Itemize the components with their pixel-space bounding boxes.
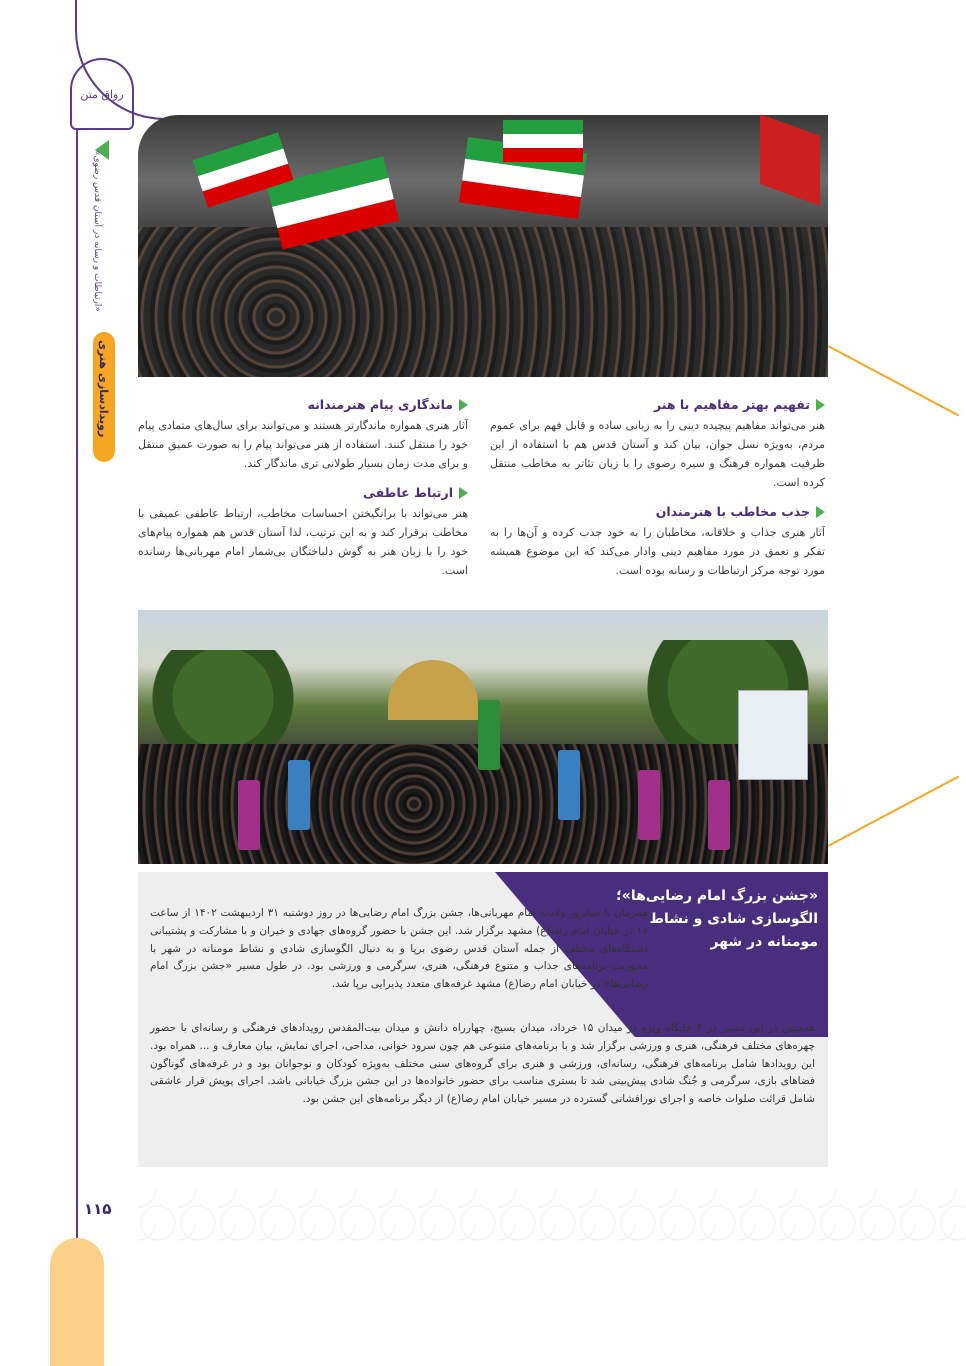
section-block	[490, 502, 825, 580]
crowd-texture	[138, 227, 828, 377]
magazine-logo	[70, 58, 134, 130]
red-flag-shape	[760, 115, 820, 206]
shrine-dome	[388, 660, 478, 720]
decorative-pattern	[138, 1190, 966, 1256]
banner-flag	[478, 700, 500, 770]
logo-text: رواق متن	[80, 87, 124, 101]
heading-text: ارتباط عاطفی	[363, 485, 453, 500]
pointer-line	[828, 776, 960, 847]
series-label: «ارتباطات و رسانه در آستان قدس رضوی»	[92, 150, 102, 312]
flag-icon	[503, 120, 583, 162]
triangle-bullet-icon	[459, 399, 468, 411]
page-number: ۱۱۵	[84, 1200, 112, 1218]
section-heading	[490, 395, 825, 414]
heading-text: تفهیم بهتر مفاهیم با هنر	[653, 397, 810, 412]
banner-flag	[638, 770, 660, 840]
section-text: هنر می‌تواند مفاهیم پیچیده دینی را به زبانی ساده و قابل فهم برای عموم مردم، به‌ویژه نسل جوان، بیان کند و آستان قدس هم با استفاده از این ظرفیت همواره فرهنگ و سیره رضوی را با زبان تئاتر به مخاطب منتقل کرده است.	[490, 419, 825, 489]
street-celebration-photo	[138, 610, 828, 864]
crowd-flags-photo	[138, 115, 828, 377]
section-heading	[138, 395, 468, 414]
section-text: آثار هنری جذاب و خلاقانه، مخاطبان را به خود جذب کرده و آن‌ها را به تفکر و تعمق در مورد مفاهیم دینی وادار می‌کند که این موضوع همیشه مورد توجه مرکز ارتباطات و رسانه بوده است.	[490, 526, 825, 577]
section-block	[490, 395, 825, 492]
side-divider-line	[76, 130, 78, 1240]
article-paragraph-1: همزمان با سالروز ولادت امام مهربانی‌ها، جشن بزرگ امام رضایی‌ها در روز دوشنبه ۳۱ اردیبهشت ۱۴۰۲ از ساعت ۱۶ در خیابان امام رضا(ع) مشهد برگزار شد. این جشن با حضور گروه‌های جهادی و خیران و با مشارکت و پشتیبانی دستگاه‌های مختلف از جمله آستان قدس رضوی برپا و به دنبال الگوسازی شادی و نشاط مومنانه در شهر با محوریت برنامه‌های جذاب و متنوع فرهنگی، هنری، سرگرمی و ورزشی بود. در طول مسیر «جشن بزرگ امام رضایی‌ها» در خیابان امام رضا(ع) مشهد غرفه‌های متعدد پذیرایی برپا شد.	[150, 907, 648, 991]
bottom-tab	[50, 1238, 104, 1366]
section-text: هنر می‌تواند با برانگیختن احساسات مخاطب، ارتباط عاطفی عمیقی با مخاطب برقرار کند و به این ترتیب، لذا آستان قدس هم همواره پیام‌های خود را با زبان هنر به گوش دلباختگان بی‌شمار امام مهربانی‌ها رسانده است.	[138, 507, 468, 577]
triangle-bullet-icon	[459, 487, 468, 499]
section-block	[138, 483, 468, 580]
left-text-column	[138, 395, 468, 590]
triangle-bullet-icon	[816, 399, 825, 411]
heading-text: ماندگاری پیام هنرمندانه	[307, 397, 453, 412]
pointer-line	[828, 345, 960, 416]
article-title: «جشن بزرگ امام رضایی‌ها»؛ الگوسازی شادی و نشاط مومنانه در شهر	[616, 888, 818, 950]
banner-flag	[288, 760, 310, 830]
banner-flag	[238, 780, 260, 850]
section-label: رویدادسازی هنری	[97, 340, 110, 438]
section-tab	[93, 332, 115, 462]
article-paragraph-2: همچنین در این مسیر در ۴ جایگاه ویژه در میدان ۱۵ خرداد، میدان بسیج، چهارراه دانش و میدان بیت‌المقدس رویدادهای فرهنگی و رسانه‌ای با حضور چهره‌های مختلف فرهنگی، هنری و ورزشی برگزار شد و با برنامه‌های متنوعی هم چون سرود خوانی، مداحی، اجرای نمایش، بیان معارف و ... همراه بود. این رویدادها شامل برنامه‌های فرهنگی، رسانه‌ای، ورزشی و هنری برای گروه‌های سنی مختلف به‌ویژه کودکان و نوجوانان بود و در غرفه‌های گوناگون فضاهای بازی، سرگرمی و جُنگ شادی پیش‌بینی شد تا بستری مناسب برای حضور خانواده‌ها در این جشن بزرگ خیابانی باشد. اجرای پویش قرار عاشقی شامل قرائت صلوات خاصه و اجرای نورافشانی گسترده در مسیر خیابان امام رضا(ع) از دیگر برنامه‌های این جشن بود.	[150, 1022, 815, 1106]
right-text-column	[490, 395, 825, 590]
poster-board	[738, 690, 808, 780]
section-block	[138, 395, 468, 473]
triangle-bullet-icon	[816, 506, 825, 518]
heading-text: جذب مخاطب با هنرمندان	[655, 504, 810, 519]
banner-flag	[708, 780, 730, 850]
section-heading	[490, 502, 825, 521]
section-text: آثار هنری همواره ماندگارتر هستند و می‌توانند برای سال‌های متمادی پیام خود را منتقل کنند. استفاده از هنر می‌تواند پیام را به صورت عمیق منتقل و برای مدت زمان بسیار طولانی تری ماندگار کند.	[138, 419, 468, 470]
banner-flag	[558, 750, 580, 820]
section-heading	[138, 483, 468, 502]
